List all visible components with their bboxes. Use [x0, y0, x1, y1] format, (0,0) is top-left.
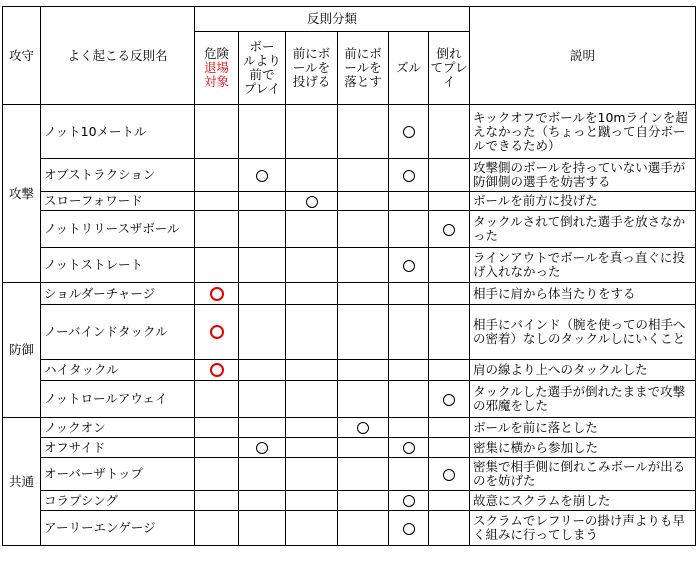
category-cell	[429, 360, 470, 381]
category-col-line: イ	[442, 74, 456, 89]
category-cell	[389, 192, 429, 211]
circle-mark-icon	[403, 260, 415, 272]
category-cell	[286, 360, 338, 381]
foul-name: ノックオン	[41, 418, 195, 438]
category-cell	[338, 159, 389, 192]
category-col-line: 前にボ	[292, 46, 331, 61]
category-col-line: 退場	[203, 60, 229, 75]
circle-mark-icon	[256, 442, 268, 454]
category-cell	[389, 105, 429, 159]
danger-circle-icon	[210, 287, 224, 301]
foul-description: 密集で相手側に倒れこみボールが出るのを妨げた	[470, 458, 696, 491]
category-cell	[389, 211, 429, 248]
category-col-line: プレイ	[243, 81, 281, 96]
group-label: 攻撃	[3, 105, 41, 283]
category-cell	[389, 438, 429, 458]
foul-description: 相手に肩から体当たりをする	[470, 283, 696, 305]
category-col-header	[286, 32, 338, 105]
foul-name: スローフォワード	[41, 192, 195, 211]
category-col-header	[338, 32, 389, 105]
category-cell	[389, 458, 429, 491]
circle-mark-icon	[443, 224, 455, 236]
category-cell	[429, 283, 470, 305]
category-cell	[286, 305, 338, 360]
category-cell	[239, 305, 286, 360]
header-category: 反則分類	[195, 7, 470, 32]
category-col-line: ズル	[395, 60, 421, 75]
foul-name: ノーバインドタックル	[41, 305, 195, 360]
header-explain: 説明	[470, 7, 696, 105]
table-row	[3, 360, 696, 381]
foul-name: ショルダーチャージ	[41, 283, 195, 305]
foul-description: スクラムでレフリーの掛け声よりも早く組みに行ってしまう	[470, 511, 696, 546]
category-cell	[239, 418, 286, 438]
group-label: 共通	[3, 418, 41, 546]
category-cell	[239, 192, 286, 211]
category-col-line: ールを	[292, 60, 331, 75]
category-col-line: 前にボ	[344, 46, 382, 61]
header-side: 攻守	[3, 7, 41, 105]
foul-name: オフサイド	[41, 438, 195, 458]
category-cell	[338, 381, 389, 418]
circle-mark-icon	[403, 170, 415, 182]
circle-mark-icon	[256, 170, 268, 182]
table-row	[3, 283, 696, 305]
circle-mark-icon	[443, 469, 455, 481]
group-label: 防御	[3, 283, 41, 418]
category-cell	[338, 105, 389, 159]
table-row	[3, 491, 696, 511]
category-col-line: 前で	[249, 67, 275, 82]
foul-name: ノットリリースザボール	[41, 211, 195, 248]
category-cell	[429, 381, 470, 418]
foul-name: ノットストレート	[41, 248, 195, 283]
table-row	[3, 192, 696, 211]
category-cell	[338, 283, 389, 305]
category-cell	[239, 458, 286, 491]
circle-mark-icon	[357, 422, 369, 434]
category-cell	[338, 418, 389, 438]
table-row	[3, 511, 696, 546]
category-cell	[338, 511, 389, 546]
category-col-line: てプレ	[430, 60, 468, 75]
category-cell	[286, 105, 338, 159]
category-col-line: 対象	[203, 74, 229, 89]
header-row-1	[3, 7, 696, 32]
category-cell	[195, 192, 239, 211]
foul-description: タックルされて倒れた選手を放さなかった	[470, 211, 696, 248]
foul-description: 相手にバインド（腕を使っての相手への密着）なしのタックルしにいくこと	[470, 305, 696, 360]
category-cell	[195, 211, 239, 248]
table-row	[3, 418, 696, 438]
category-cell	[389, 491, 429, 511]
category-cell	[389, 511, 429, 546]
category-cell	[286, 192, 338, 211]
category-cell	[389, 381, 429, 418]
category-cell	[286, 381, 338, 418]
table-row	[3, 105, 696, 159]
category-cell	[239, 438, 286, 458]
category-cell	[429, 458, 470, 491]
foul-name: ノット10メートル	[41, 105, 195, 159]
category-cell	[239, 248, 286, 283]
category-cell	[239, 105, 286, 159]
category-col-header	[389, 32, 429, 105]
table-row	[3, 458, 696, 491]
category-cell	[195, 418, 239, 438]
category-cell	[429, 511, 470, 546]
category-cell	[338, 438, 389, 458]
category-cell	[195, 248, 239, 283]
foul-description: 攻撃側のボールを持っていない選手が防御側の選手を妨害する	[470, 159, 696, 192]
category-cell	[429, 192, 470, 211]
foul-name: オブストラクション	[41, 159, 195, 192]
foul-name: アーリーエンゲージ	[41, 511, 195, 546]
table-row	[3, 248, 696, 283]
category-cell	[429, 305, 470, 360]
danger-circle-icon	[210, 325, 224, 339]
foul-description: 肩の線より上へのタックルした	[470, 360, 696, 381]
foul-name: コラプシング	[41, 491, 195, 511]
table-row	[3, 438, 696, 458]
category-cell	[195, 159, 239, 192]
category-cell	[286, 283, 338, 305]
foul-table	[2, 6, 696, 546]
category-cell	[338, 458, 389, 491]
header-name: よく起こる反則名	[41, 7, 195, 105]
category-cell	[389, 305, 429, 360]
category-cell	[286, 438, 338, 458]
foul-description: ボールを前に落とした	[470, 418, 696, 438]
category-cell	[286, 458, 338, 491]
category-cell	[239, 159, 286, 192]
category-cell	[195, 381, 239, 418]
foul-description: ボールを前方に投げた	[470, 192, 696, 211]
category-cell	[195, 360, 239, 381]
category-cell	[338, 192, 389, 211]
category-cell	[286, 491, 338, 511]
category-cell	[239, 491, 286, 511]
category-cell	[239, 211, 286, 248]
category-cell	[286, 418, 338, 438]
foul-description: キックオフでボールを10mラインを超えなかった（ちょっと蹴って自分ボールできるため）	[470, 105, 696, 159]
category-cell	[195, 105, 239, 159]
foul-description: タックルした選手が倒れたままで攻撃の邪魔をした	[470, 381, 696, 418]
foul-name: ハイタックル	[41, 360, 195, 381]
category-cell	[429, 248, 470, 283]
category-cell	[429, 211, 470, 248]
foul-name: オーバーザトップ	[41, 458, 195, 491]
category-cell	[389, 360, 429, 381]
category-cell	[286, 159, 338, 192]
foul-name: ノットロールアウェイ	[41, 381, 195, 418]
category-cell	[195, 283, 239, 305]
foul-description: ラインアウトでボールを真っ直ぐに投げ入れなかった	[470, 248, 696, 283]
category-cell	[286, 511, 338, 546]
category-cell	[239, 381, 286, 418]
category-cell	[338, 360, 389, 381]
category-cell	[429, 438, 470, 458]
foul-description: 故意にスクラムを崩した	[470, 491, 696, 511]
category-cell	[286, 248, 338, 283]
category-col-line: ールを	[344, 60, 382, 75]
category-col-line: 落とす	[344, 74, 382, 89]
category-col-line: ボー	[249, 39, 275, 54]
category-cell	[429, 159, 470, 192]
circle-mark-icon	[403, 523, 415, 535]
category-cell	[389, 248, 429, 283]
category-cell	[338, 491, 389, 511]
category-cell	[239, 511, 286, 546]
circle-mark-icon	[443, 394, 455, 406]
category-col-header	[239, 32, 286, 105]
circle-mark-icon	[403, 126, 415, 138]
category-col-header	[429, 32, 470, 105]
category-cell	[195, 491, 239, 511]
circle-mark-icon	[403, 442, 415, 454]
category-cell	[389, 418, 429, 438]
category-cell	[338, 248, 389, 283]
category-cell	[389, 159, 429, 192]
table-row	[3, 305, 696, 360]
category-col-line: 倒れ	[436, 46, 462, 61]
category-col-line: ルより	[243, 53, 281, 68]
category-cell	[338, 305, 389, 360]
category-cell	[429, 418, 470, 438]
danger-circle-icon	[210, 363, 224, 377]
category-cell	[195, 305, 239, 360]
table-row	[3, 381, 696, 418]
category-cell	[239, 360, 286, 381]
category-cell	[239, 283, 286, 305]
table-row	[3, 159, 696, 192]
category-cell	[286, 211, 338, 248]
circle-mark-icon	[403, 495, 415, 507]
table-row	[3, 211, 696, 248]
category-cell	[195, 438, 239, 458]
category-cell	[389, 283, 429, 305]
category-cell	[338, 211, 389, 248]
category-col-header	[195, 32, 239, 105]
foul-description: 密集に横から参加した	[470, 438, 696, 458]
category-cell	[429, 105, 470, 159]
category-col-line: 投げる	[292, 74, 331, 89]
category-col-line: 危険	[203, 46, 229, 61]
category-cell	[195, 511, 239, 546]
category-cell	[195, 458, 239, 491]
category-cell	[429, 491, 470, 511]
circle-mark-icon	[306, 196, 318, 208]
